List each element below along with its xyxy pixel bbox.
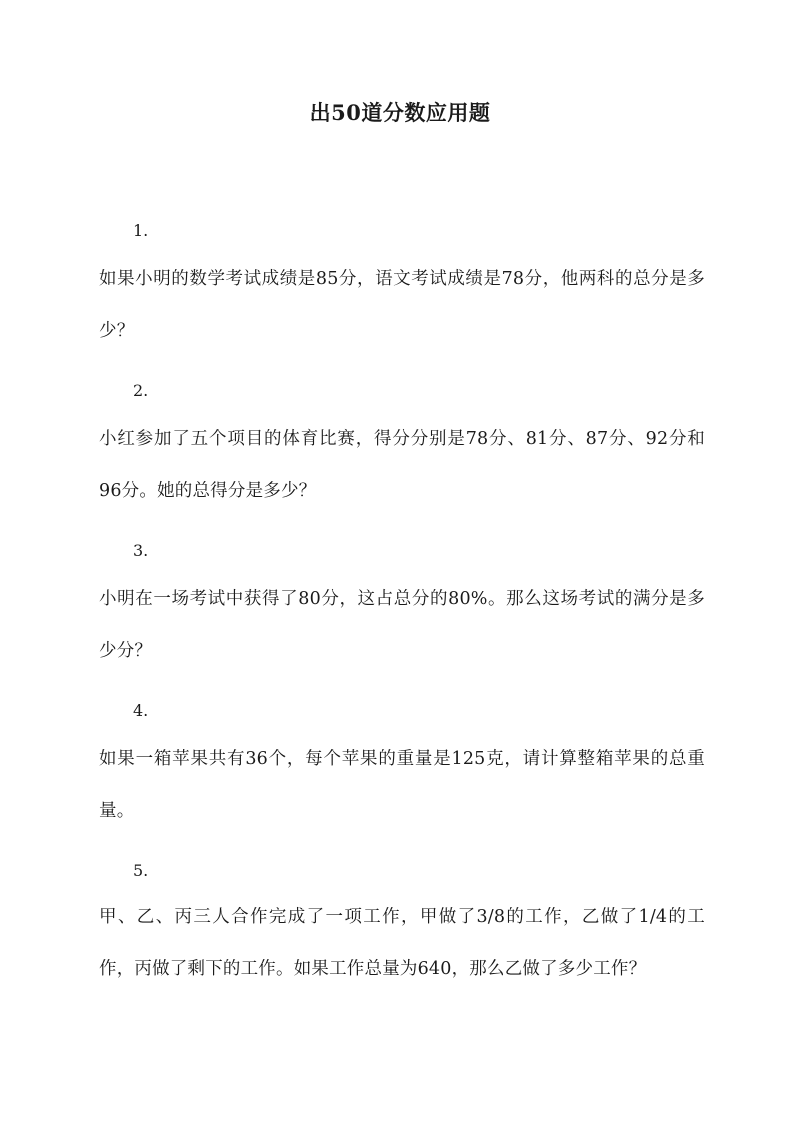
- question-text-2: 小红参加了五个项目的体育比赛，得分分别是78分、81分、87分、92分和96分。她的总得分是多少？: [99, 429, 705, 501]
- question-text-3: 小明在一场考试中获得了80分，这占总分的80%。那么这场考试的满分是多少分？: [99, 589, 705, 661]
- question-number-3: 3.: [133, 541, 149, 560]
- question-text-4: 如果一箱苹果共有36个，每个苹果的重量是125克，请计算整箱苹果的总重量。: [99, 749, 705, 821]
- question-text-1: 如果小明的数学考试成绩是85分，语文考试成绩是78分，他两科的总分是多少？: [99, 269, 705, 341]
- question-number-4: 4.: [133, 701, 149, 720]
- question-number-2: 2.: [133, 381, 149, 400]
- question-number-5: 5.: [133, 861, 149, 880]
- question-text-5: 甲、乙、丙三人合作完成了一项工作，甲做了3/8的工作，乙做了1/4的工作，丙做了剩下的工作。如果工作总量为640，那么乙做了多少工作？: [99, 907, 705, 979]
- question-number-1: 1.: [133, 221, 149, 240]
- page-title: 出50道分数应用题: [309, 100, 491, 125]
